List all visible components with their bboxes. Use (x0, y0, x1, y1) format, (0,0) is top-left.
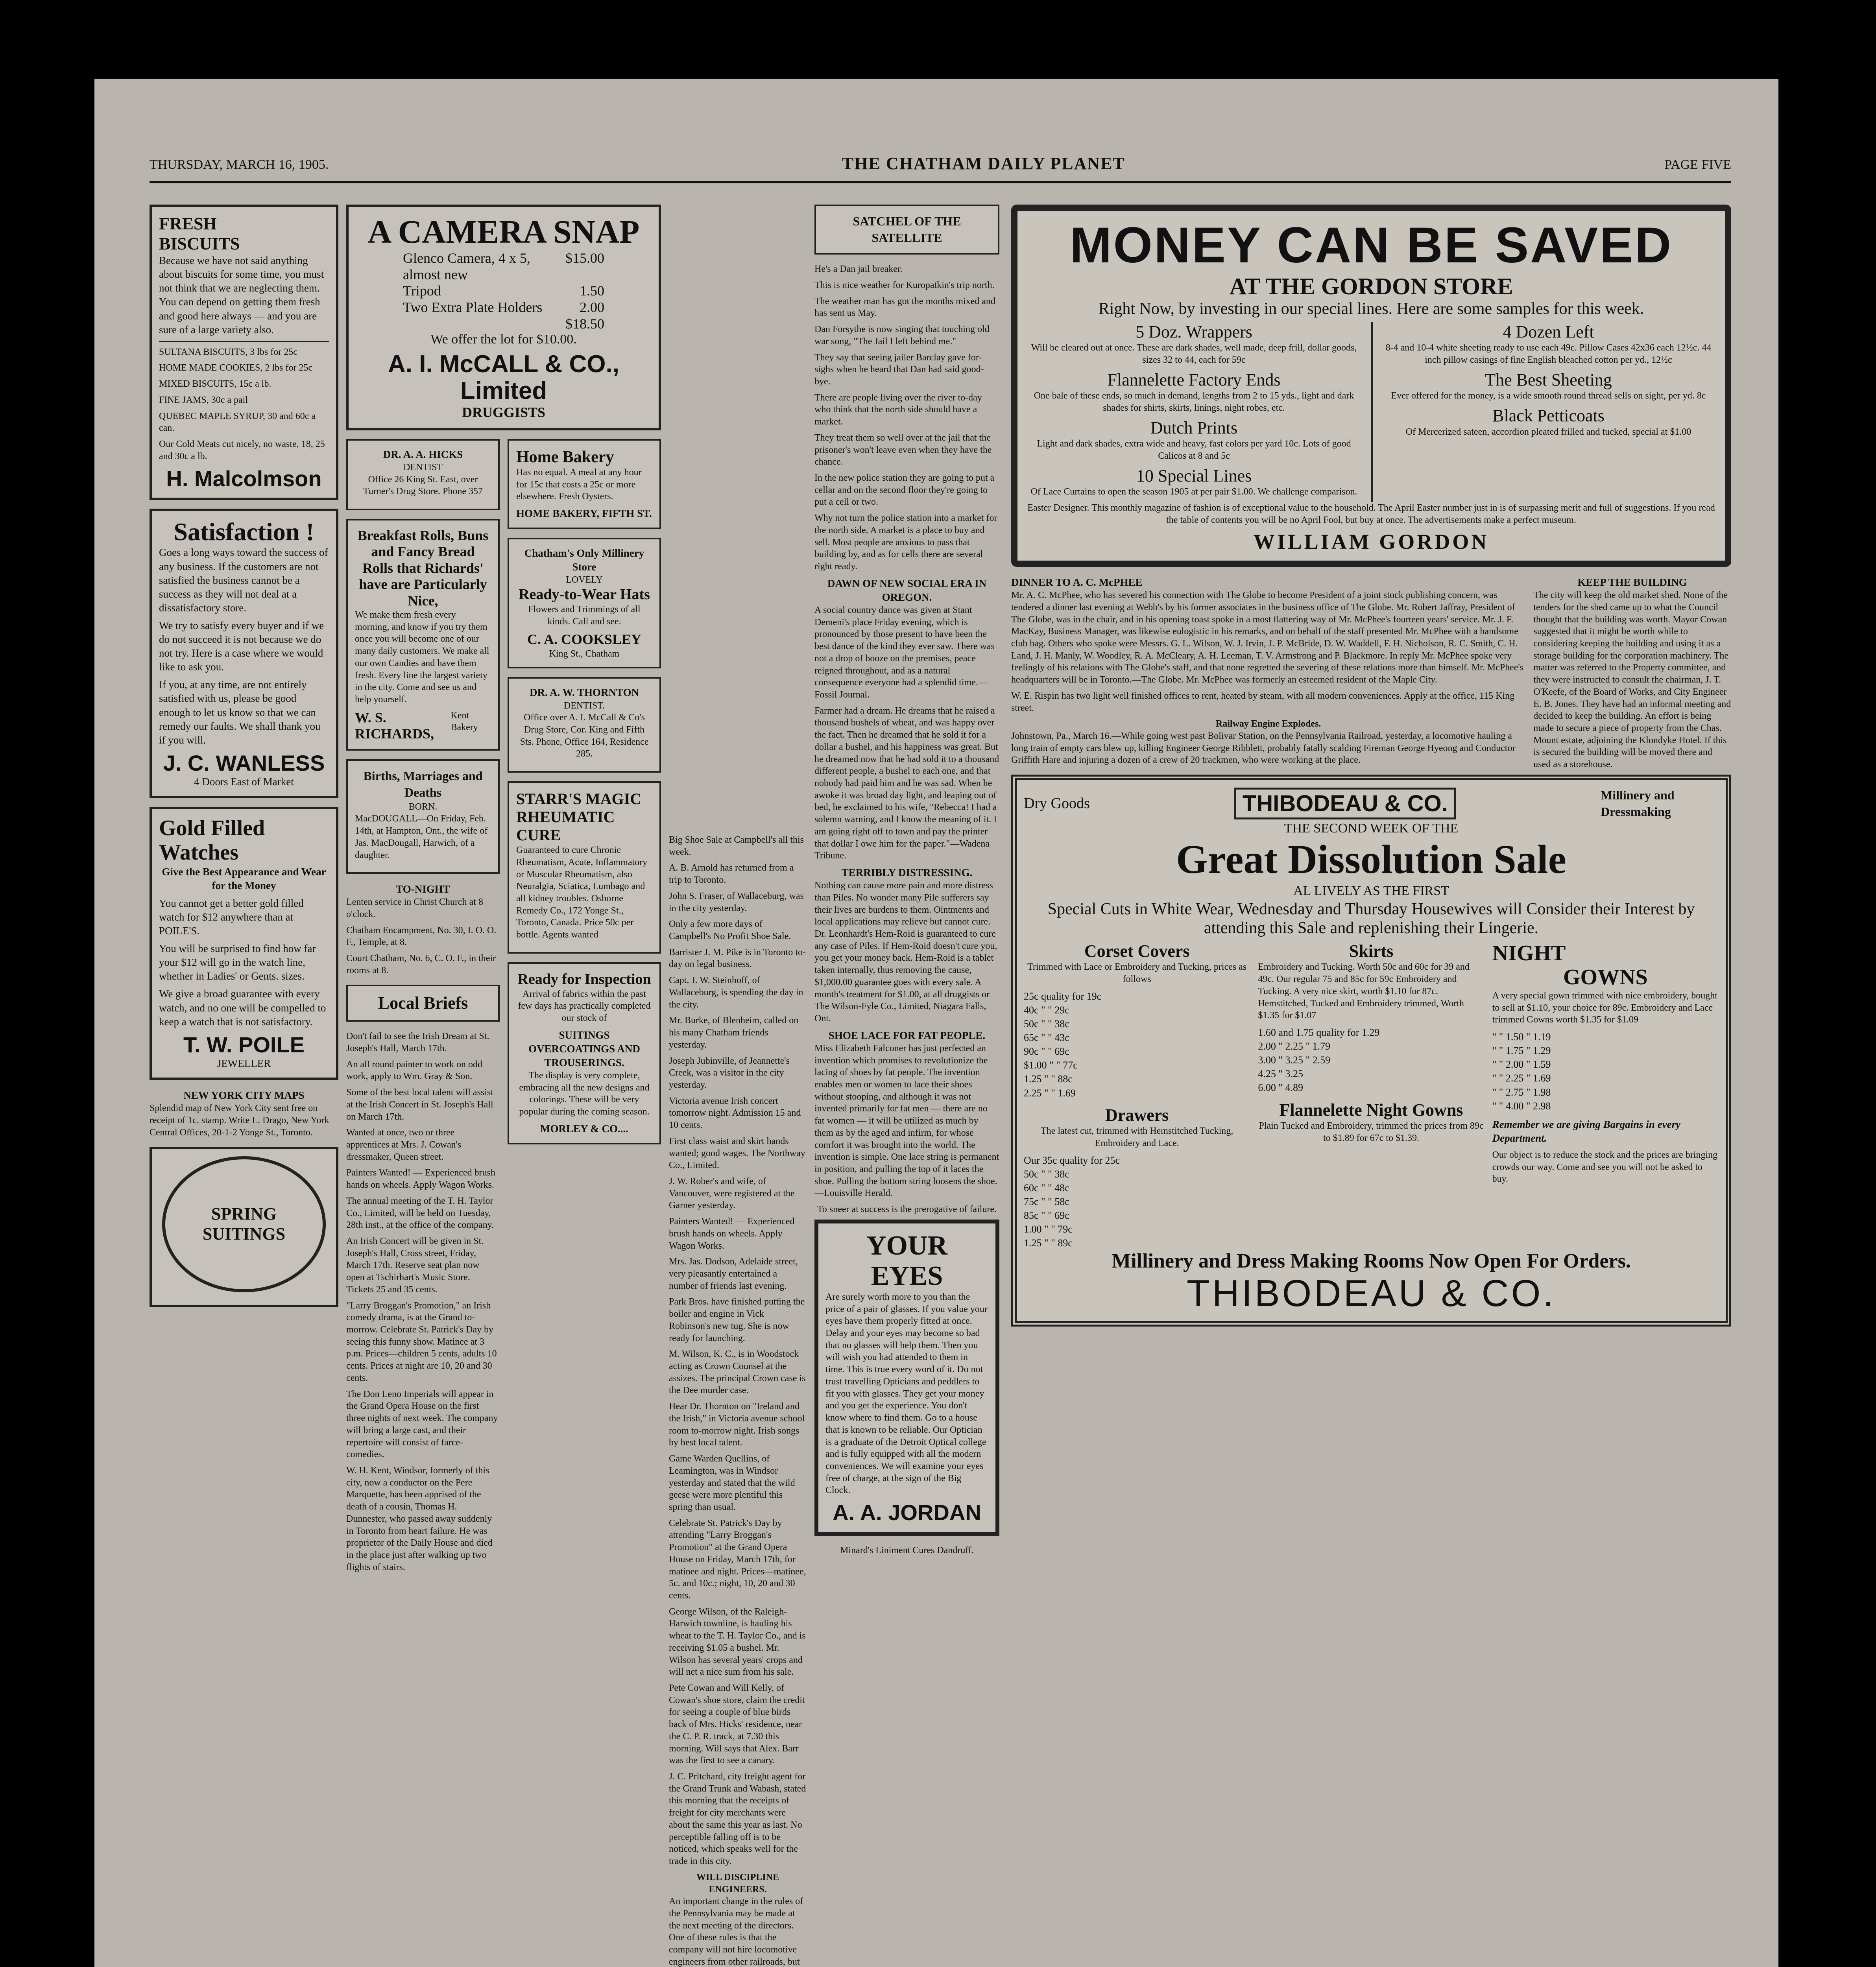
nightgowns-title-2: GOWNS (1563, 965, 1648, 990)
thibodeau-cuts: Special Cuts in White Wear, Wednesday and Thursday Housewives will Consider their Interest by attending this Sale and replenishing their Lingerie. (1047, 900, 1695, 937)
camera-item (403, 283, 604, 299)
news-row (1011, 576, 1731, 775)
satchel-item: The weather man has got the months mixed and has sent us May. (814, 296, 995, 319)
column-2 (346, 205, 661, 1967)
general-brief-item: Mr. Burke, of Blenheim, called on his many Chatham friends yesterday. (669, 1015, 799, 1050)
gordon-intro: Right Now, by investing in our special lines. Here are some samples for this week. (1098, 299, 1644, 318)
bakery-ad (508, 439, 661, 530)
dawn-body: A social country dance was given at Stant Demeni's place Friday evening, which is pronounced by those present to have been the best dance of the kind they ever saw. There was not a drop of booze on the premises, peace reigned throughout, and as a natural consequence everyone had a splendid time.—Fossil Journal. (814, 605, 995, 700)
thibodeau-dry: Dry Goods (1024, 795, 1090, 812)
camera-ad (346, 205, 661, 430)
corset-price: 40c " " 29c (1024, 1004, 1069, 1016)
corset-price: 25c quality for 19c (1024, 990, 1102, 1002)
millinery-head: Ready-to-Wear Hats (519, 586, 650, 603)
gordon-left (1025, 322, 1363, 502)
births-body: MacDOUGALL—On Friday, Feb. 14th, at Hampton, Ont., the wife of Jas. MacDougall, Harwich, of a daughter. (355, 814, 488, 860)
corset-section (1024, 941, 1250, 1250)
satisfaction-body: We try to satisfy every buyer and if we do not succeed it is not because we do not try. Here is a case where we would like to ask you. (159, 619, 324, 673)
brief-item: The Don Leno Imperials will appear in the Grand Opera House on the first three nights of next week. The company will bring a large cast, and their repertoire will consist of farce-comedies. (346, 1389, 498, 1460)
satisfaction-merchant: J. C. WANLESS (163, 750, 325, 775)
satchel-title: SATCHEL OF THE SATELLITE (853, 214, 961, 245)
thibodeau-foot: THIBODEAU & CO. (1186, 1272, 1556, 1314)
discipline-body: An important change in the rules of the Pennsylvania may be made at the next meeting of the directors. One of these rules is that the company will not hire locomotive engineers from other railroads, but (669, 1896, 803, 1967)
nightgowns-body: A very special gown trimmed with nice embroidery, bought to sell at $1.10, your choice for 89c. Embroidery and Lace trimmed Gowns worth $1.35 for $1.09 (1492, 991, 1717, 1025)
thibodeau-firm: THIBODEAU & CO. (1234, 788, 1456, 820)
general-brief-item: Game Warden Quellins, of Leamington, was in Windsor yesterday and stated that the wild geese were more plentiful this spring than usual. (669, 1454, 795, 1512)
spring-suitings-ad (150, 1147, 338, 1307)
column-4 (814, 205, 999, 1967)
satchel-item: They treat them so well over at the jail that the prisoner's won't leave even when they have the chance. (814, 432, 992, 467)
drawers-price: Our 35c quality for 25c (1024, 1154, 1120, 1166)
gordon-line-body: One bale of these ends, so much in demand, lengths from 2 to 15 yds., light and dark shades for shirts, skirts, linings, night robes, etc. (1034, 391, 1354, 413)
corset-body: Trimmed with Lace or Embroidery and Tucking, prices as follows (1027, 962, 1247, 985)
general-brief-item: Joseph Jubinville, of Jeannette's Creek, was a visitor in the city yesterday. (669, 1055, 790, 1090)
corset-price: 50c " " 38c (1024, 1018, 1069, 1030)
gordon-designer: Easter Designer. This monthly magazine of fashion is of exceptional value to the household. The April Easter number just in is of surpassing merit and full of suggestions. If you read the table of contents you will be no April Fool, but buy at once. The advertisements make a perfect museum. (1027, 503, 1715, 525)
biscuits-body: Because we have not said anything about biscuits for some time, you must not think that we are neglecting them. You can depend on getting them fresh and good here always — and you are sure of a large variety also. (159, 255, 324, 336)
general-brief-item: A. B. Arnold has returned from a trip to Toronto. (669, 863, 794, 886)
satchel-item: They say that seeing jailer Barclay gave for-sighs when he heard that Dan had said good-bye. (814, 352, 984, 387)
discipline-title: WILL DISCIPLINE ENGINEERS. (696, 1872, 779, 1895)
distressing-body: Nothing can cause more pain and more distress than Piles. No wonder many Pile sufferers say their lives are burdens to them. Ointments and local applications may relieve but cannot cure. Dr. Leonhardt's Hem-Roid is guaranteed to cure any case of Piles. If Hem-Roid doesn't cure you, you get your money back. Hem-Roid is a tablet taken internally, thus removing the cause, $1,000.00 guarantee goes with every sale. A month's treatment for $1.00, at all druggists or The Wilson-Fyle Co., Limited, Niagara Falls, Ont. (814, 880, 997, 1024)
biscuits-merchant: H. Malcolmson (166, 466, 322, 491)
thornton-body: Office over A. I. McCall & Co's Drug Store, Cor. King and Fifth Sts. Phone, Office 164, Residence 285. (520, 712, 649, 759)
skirts-price: 1.60 and 1.75 quality for 1.29 (1258, 1027, 1380, 1039)
gordon-merchant: WILLIAM GORDON (1253, 530, 1489, 554)
thibodeau-millinery: Millinery and Dressmaking (1600, 788, 1675, 819)
hicks-body: Office 26 King St. East, over Turner's Drug Store. Phone 357 (363, 474, 483, 497)
general-brief-item: Pete Cowan and Will Kelly, of Cowan's shoe store, claim the credit for seeing a couple of blue birds back of Mrs. Hicks' residence, near the C. P. R. track, at 7.30 this morning. Will says that Alex. Barr was the first to see a canary. (669, 1683, 805, 1766)
biscuits-item: MIXED BISCUITS, 15c a lb. (159, 379, 271, 389)
column-5 (1011, 205, 1731, 1967)
inspection-head: SUITINGS OVERCOATINGS AND TROUSERINGS. (528, 1029, 640, 1068)
shoelace-title: SHOE LACE FOR FAT PEOPLE. (828, 1029, 986, 1041)
thibodeau-title: Great Dissolution Sale (1176, 837, 1566, 882)
gordon-line-body: Ever offered for the money, is a wide smooth round thread sells on sight, per yd. 8c (1391, 391, 1706, 401)
camera-total: $18.50 (565, 316, 604, 332)
brief-item: Wanted at once, two or three apprentices at Mrs. J. Cowan's dressmaker, Queen street. (346, 1127, 462, 1162)
hicks-sub: DENTIST (403, 462, 443, 472)
satchel-item: This is nice weather for Kuropatkin's trip north. (814, 280, 995, 290)
births-title: Births, Marriages and Deaths (363, 769, 483, 800)
brief-item: Painters Wanted! — Experienced brush hands on wheels. Apply Wagon Works. (346, 1168, 495, 1190)
thornton-sub: DENTIST. (563, 700, 605, 711)
biscuits-item: SULTANA BISCUITS, 3 lbs for 25c (159, 347, 297, 357)
skirts-title: Skirts (1349, 941, 1394, 961)
gordon-line-head: Black Petticoats (1492, 406, 1605, 426)
maps-title: NEW YORK CITY MAPS (183, 1089, 305, 1102)
drawers-price: 85c " " 69c (1024, 1210, 1069, 1222)
biscuits-item: FINE JAMS, 30c a pail (159, 395, 248, 405)
watches-merchant: T. W. POILE (183, 1032, 305, 1057)
brief-item: Some of the best local talent will assist at the Irish Concert in St. Joseph's Hall on March 17th. (346, 1087, 493, 1122)
camera-item (403, 299, 604, 316)
nightgowns-price: " " 2.75 " 1.98 (1492, 1086, 1551, 1098)
watches-merchant-sub: JEWELLER (217, 1057, 271, 1070)
thibodeau-remember: Remember we are giving Bargains in every Department. (1492, 1118, 1681, 1144)
mcphee-title: DINNER TO A. C. McPHEE (1011, 576, 1143, 589)
general-brief-item: Only a few more days of Campbell's No Profit Shoe Sale. (669, 919, 791, 942)
flannelette-title: Flannelette Night Gowns (1279, 1100, 1463, 1120)
newspaper-page (94, 79, 1778, 1967)
camera-item-price: $15.00 (565, 250, 604, 266)
tonight-title: TO-NIGHT (396, 883, 450, 895)
hicks-title: DR. A. A. HICKS (383, 448, 463, 460)
general-brief-item: George Wilson, of the Raleigh-Harwich townline, is hauling his wheat to the T. H. Taylor Co., and is receiving $1.05 a bushel. Mr. Wilson has several years' crops and will net a nice sum from his sale. (669, 1606, 806, 1677)
skirts-price: 6.00 " 4.89 (1258, 1082, 1303, 1094)
tonight-item: Court Chatham, No. 6, C. O. F., in their rooms at 8. (346, 953, 496, 976)
starr-body: Guaranteed to cure Chronic Rheumatism, Acute, Inflammatory or Muscular Rheumatism, also Neuralgia, Sciatica, Lumbago and all kidney troubles. Osborne Remedy Co., 172 Yonge St., Toronto, Canada. Price 50c per bottle. Agents wanted (516, 845, 648, 940)
watches-tagline: Give the Best Appearance and Wear for the Money (162, 865, 326, 891)
drawers-title: Drawers (1105, 1105, 1169, 1125)
nightgowns-price: " " 2.00 " 1.59 (1492, 1059, 1551, 1070)
distressing-title: TERRIBLY DISTRESSING. (841, 867, 973, 878)
drawers-price: 75c " " 58c (1024, 1196, 1069, 1207)
satchel-item: Dan Forsythe is now singing that touching old war song, "The Jail I left behind me." (814, 324, 990, 347)
nightgowns-price: " " 1.50 " 1.19 (1492, 1031, 1551, 1043)
spring-bottom: SUITINGS (202, 1224, 286, 1244)
general-brief-item: Victoria avenue Irish concert tomorrow night. Admission 15 and 10 cents. (669, 1096, 801, 1131)
inspection-body: The display is very complete, embracing all the new designs and colorings. These will be very popular during the coming season. (519, 1070, 650, 1117)
divider (159, 341, 329, 342)
gordon-line-head: Dutch Prints (1150, 418, 1238, 437)
inspection-body: Arrival of fabrics within the past few days has practically completed our stock of (518, 989, 651, 1023)
millinery-address: King St., Chatham (549, 648, 620, 659)
nightgowns-title-1: NIGHT (1492, 941, 1566, 965)
watches-title-1: Gold Filled (159, 816, 265, 841)
general-brief-item: Hear Dr. Thornton on "Ireland and the Irish," in Victoria avenue school room to-morrow night. Irish songs by best local talent. (669, 1401, 805, 1448)
nightgowns-section (1492, 941, 1719, 1250)
skirts-body: Embroidery and Tucking. Worth 50c and 60c for 39 and 49c. Our regular 75 and 85c for 59c Embroidery and Tucking. A very nice skirt, worth $1.10 for 87c. Hemstitched, Tucked and Embroidery trimmed, Worth $1.35 for $1.07 (1258, 962, 1470, 1021)
satchel-item: He's a Dan jail breaker. (814, 264, 903, 275)
watches-body: You cannot get a better gold filled watch for $12 anywhere than at POILE'S. (159, 897, 304, 937)
bakery-body: Has no equal. A meal at any hour for 15c that costs a 25c or more elsewhere. Fresh Oysters. (516, 467, 642, 502)
general-brief-item: Celebrate St. Patrick's Day by attending "Larry Broggan's Promotion" at the Grand Opera House on Friday, March 17th, for matinee and night. Prices—matinee, 5c. and 10c.; night, 10, 20 and 30 cents. (669, 1518, 806, 1601)
flannelette-body: Plain Tucked and Embroidery, trimmed the prices from 89c to $1.89 for 67c to $1.39. (1259, 1121, 1484, 1143)
births-notice (346, 759, 500, 874)
dawn-title: DAWN OF NEW SOCIAL ERA IN OREGON. (827, 577, 987, 603)
maps-body: Splendid map of New York City sent free on receipt of 1c. stamp. Write L. Drago, New York Central Offices, 20-1-2 Yonge St., Toronto. (150, 1103, 329, 1138)
drawers-price: 1.25 " " 89c (1024, 1237, 1073, 1249)
gordon-line-body: Light and dark shades, extra wide and heavy, fast colors per yard 10c. Lots of good Calicos at 8 and 5c (1037, 439, 1351, 461)
general-brief-item: First class waist and skirt hands wanted; good wages. The Northway Co., Limited. (669, 1136, 805, 1171)
keep-building-story (1533, 576, 1731, 775)
local-briefs-heading (346, 985, 500, 1022)
biscuits-title-1: FRESH (159, 214, 217, 233)
biscuits-title-2: BISCUITS (159, 234, 240, 253)
camera-item-price: 2.00 (580, 299, 604, 315)
gordon-right (1371, 322, 1718, 502)
keep-body: The city will keep the old market shed. None of the tenders for the shed came up to what the Council thought that the building was worth. Mayor Cowan suggested that it might be worth while to considering keeping the building and using it as a storage building for the corporation machinery. The matter was referred to the Property committee, and they were instructed to consult the chairman, J. T. O'Keefe, of the Board of Works, and City Engineer E. B. Jones. They have had an informal meeting and decided to keep the building. An effort is being made to secure a piece of property from the Chas. Mount estate, adjoining the Klondyke Hotel. If this is secured the building will be moved there and used as a storehouse. (1533, 590, 1731, 770)
camera-offer: We offer the lot for $10.00. (430, 332, 577, 347)
gordon-line-head: 4 Dozen Left (1503, 322, 1594, 341)
general-brief-item: Barrister J. M. Pike is in Toronto to-day on legal business. (669, 947, 806, 970)
column-1 (150, 205, 338, 1967)
inspection-name: MORLEY & CO.... (540, 1122, 628, 1135)
biscuits-item: Our Cold Meats cut nicely, no waste, 18, 25 and 30c a lb. (159, 439, 325, 461)
drawers-price: 1.00 " " 79c (1024, 1223, 1073, 1235)
richards-body: We make them fresh every morning, and know if you try them once you will become one of our many daily customers. We make all our own Candies and have them fresh. Every line the largest variety in the city. Come and see us and help yourself. (355, 609, 489, 705)
nightgowns-price: " " 2.25 " 1.69 (1492, 1072, 1551, 1084)
satisfaction-body: If you, at any time, are not entirely satisfied with us, please be good enough to let us know so that we can remedy our faults. We shall thank you if you will. (159, 679, 321, 746)
gordon-line-head: The Best Sheeting (1485, 370, 1612, 389)
gordon-line-head: 10 Special Lines (1136, 466, 1252, 485)
general-brief-item: Painters Wanted! — Experienced brush hands on wheels. Apply Wagon Works. (669, 1216, 795, 1251)
brief-item: An Irish Concert will be given in St. Joseph's Hall, Cross street, Friday, March 17th. Reserve seat plan now open at Tschirhart's Music Store. Tickets 25 and 35 cents. (346, 1236, 484, 1295)
drawers-price: 60c " " 48c (1024, 1182, 1069, 1194)
millinery-name: C. A. COOKSLEY (527, 631, 642, 648)
eyes-body: Are surely worth more to you than the price of a pair of glasses. If you value your eyes have them properly fitted at once. Delay and your eyes may become so bad that no glasses will help them. Then you will wish you had attended to them in time. This is true every word of it. Do not trust travelling Opticians and peddlers to fit you with glasses. They get your money and you get the experience. You don't know where to find them. Go to a house that is known to be reliable. Our Optician is a graduate of the Detroit Optical college and is fully equipped with all the modern conveniences. We will examine your eyes free of charge, at the sign of the Big Clock. (825, 1292, 988, 1496)
biscuits-ad (150, 205, 338, 500)
bakery-title: Home Bakery (516, 448, 614, 466)
mcphee-story (1011, 576, 1525, 775)
camera-item-price: 1.50 (580, 283, 604, 299)
gordon-lines (1025, 322, 1718, 502)
satchel-item: There are people living over the river to-day who think that the north side should have a market. (814, 392, 982, 427)
thornton-title: DR. A. W. THORNTON (529, 686, 639, 699)
camera-item-name: Tripod (403, 283, 441, 299)
page-header (150, 153, 1731, 183)
thibodeau-week: THE SECOND WEEK OF THE (1284, 821, 1459, 836)
richards-name: W. S. RICHARDS, (355, 709, 434, 742)
corset-price: 65c " " 43c (1024, 1032, 1069, 1044)
local-briefs-title: Local Briefs (378, 993, 468, 1013)
thibodeau-ad (1011, 775, 1731, 1327)
thibodeau-object: Our object is to reduce the stock and the prices are bringing crowds our way. Come and see you will not be asked to buy. (1492, 1150, 1718, 1185)
eyes-title-2: EYES (871, 1260, 943, 1291)
eyes-merchant: A. A. JORDAN (833, 1500, 981, 1525)
brief-item: The annual meeting of the T. H. Taylor Co., Limited, will be held on Tuesday, 28th inst., at the office of the company. (346, 1196, 494, 1231)
gordon-line-head: 5 Doz. Wrappers (1136, 322, 1252, 341)
corset-price: 90c " " 69c (1024, 1046, 1069, 1057)
camera-title: A CAMERA SNAP (367, 214, 640, 250)
satisfaction-body: Goes a long ways toward the success of any business. If the customers are not satisfied the business cannot be a success as they will not deal at a dissatisfactory store. (159, 546, 328, 614)
general-brief-item: Mrs. Jas. Dodson, Adelaide street, very pleasantly entertained a number of friends last evening. (669, 1257, 798, 1291)
gordon-title: MONEY CAN BE SAVED (1069, 217, 1673, 273)
inspection-ad (508, 962, 661, 1144)
general-brief-item: John S. Fraser, of Wallaceburg, was in the city yesterday. (669, 891, 804, 913)
watches-body: We give a broad guarantee with every watch, and no one will be compelled to keep a watch that is not satisfactory. (159, 988, 326, 1028)
satchel-item: In the new police station they are going to put a cellar and on the second floor they're going to put a cell or two. (814, 472, 995, 507)
mcphee-body: Mr. A. C. McPhee, who has severed his connection with The Globe to become President of a joint stock publishing concern, was tendered a dinner last evening at Webb's by his former associates in the business office of The Globe. Mr. Robert Jaffray, President of The Globe, was in the chair, and in his opening toast spoke in a most flattering way of Mr. McPhee's fourteen years' service. Mr. J. F. MacKay, Business Manager, was likewise eulogistic in his remarks, and on behalf of the staff presented Mr. McPhee with a handsome club bag. Others who spoke were Messrs. G. L. Wilson, W. J. Irvin, J. P. McBride, D. W. Waddell, F. H. Nicholson, R. C. Smith, C. H. Land, J. H. Manly, W. Woodley, R. A. McCleary, A. H. Leeman, T. V. Armstrong and P. Blackmore. In reply Mr. McPhee spoke very feelingly of his relations with The Globe's staff, and that none regretted the severing of these relations more than himself. Mr. McPhee's headquarters will be in Toronto.—The Globe. Mr. McPhee was formerly an esteemed resident of the Maple City. (1011, 590, 1524, 685)
eyes-title-1: YOUR (866, 1230, 948, 1261)
rail-body: Johnstown, Pa., March 16.—While going west past Bolivar Station, on the Pennsylvania Railroad, yesterday, a locomotive hauling a long train of empty cars blew up, killing Engineer George Ribblett, probably fatally scalding Fireman George Hyeong and Conductor Griffith Hare and injuring a dozen of a crew of 20 trackmen, who were working at the place. (1011, 731, 1516, 766)
gordon-line-body: Of Mercerized sateen, accordion pleated frilled and tucked, special at $1.00 (1405, 426, 1691, 437)
millinery-body: Flowers and Trimmings of all kinds. Call and see. (528, 604, 641, 627)
thibodeau-departments (1024, 941, 1719, 1250)
rispin-notice: W. E. Rispin has two light well finished offices to rent, heated by steam, with all modern conveniences. Apply at the office, 115 King street. (1011, 690, 1515, 713)
tonight-item: Lenten service in Christ Church at 8 o'clock. (346, 897, 483, 920)
nightgowns-price: " " 4.00 " 2.98 (1492, 1100, 1551, 1112)
births-born: BORN. (408, 801, 438, 812)
watches-body: You will be surprised to find how far your $12 will go in the watch line, whether in Ladies' or Gents. sizes. (159, 943, 316, 982)
rail-title: Railway Engine Explodes. (1215, 719, 1321, 729)
hicks-ad (346, 439, 500, 510)
spring-top: SPRING (211, 1204, 277, 1224)
general-brief-item: Park Bros. have finished putting the boiler and engine in Vick Robinson's new tug. She is now ready for launching. (669, 1297, 805, 1343)
gordon-line-body: 8-4 and 10-4 white sheeting ready to use each 49c. Pillow Cases 42x36 each 12½c. 44 inch pillow casings of fine English bleached cotton per yd., 12½c (1385, 343, 1712, 365)
gordon-line-body: Of Lace Curtains to open the season 1905 at per pair $1.00. We challenge comparison. (1030, 487, 1357, 497)
corset-price: 2.25 " " 1.69 (1024, 1087, 1076, 1099)
biscuits-item: HOME MADE COOKIES, 2 lbs for 25c (159, 363, 312, 373)
richards-ad (346, 519, 500, 751)
corset-title: Corset Covers (1084, 941, 1190, 961)
keep-title: KEEP THE BUILDING (1577, 576, 1687, 589)
thibodeau-sub: AL LIVELY AS THE FIRST (1293, 883, 1449, 898)
satisfaction-address: 4 Doors East of Market (194, 776, 294, 788)
drawers-body: The latest cut, trimmed with Hemstitched Tucking, Embroidery and Lace. (1041, 1126, 1233, 1148)
general-brief-item: J. C. Pritchard, city freight agent for the Grand Trunk and Wabash, stated this morning that the receipts of freight for city merchants were about the same this year as last. No perceptible falling off is to be noticed, which speaks well for the trade in this city. (669, 1771, 806, 1867)
shoelace-body: Miss Elizabeth Falconer has just perfected an invention which promises to revolutionize the lacing of shoes by fat people. The invention enables men or women to lace their shoes without stooping, and although it was not invented primarily for fat men — there are no fat women — it will be utilized as much by them as by the aged and infirm, for whose comfort it was brought into the world. The invention is simple. One lace string is permanent in position, and pulling the top of it laces the shoe. Pulling the bottom string loosens the shoe.—Louisville Herald. (814, 1043, 999, 1199)
thibodeau-rooms: Millinery and Dress Making Rooms Now Open For Orders. (1112, 1250, 1631, 1273)
page-number: PAGE FIVE (1664, 157, 1731, 172)
gordon-ad (1011, 205, 1731, 567)
dawn-body: Farmer had a dream. He dreams that he raised a thousand bushels of wheat, and was happy over the fact. Then he dreamed that he sold it for a dollar a bushel, and his happiness was great. But he dreamed now that he had sold it to a thousand different people, a bushel to each one, and that nobody had paid him and he was sad. When he awoke it was broad day light, and leaping out of bed, he exclaimed to his wife, "Rebecca! I had a solemn warning, and I know the meaning of it. I am going right off to town and pay the printer that dollar I owe him for the paper."—Wadena Tribune. (814, 705, 999, 861)
column-2-right (508, 439, 661, 1578)
corset-price: 1.25 " " 88c (1024, 1073, 1073, 1085)
spring-emblem (162, 1156, 326, 1292)
skirts-price: 3.00 " 3.25 " 2.59 (1258, 1054, 1331, 1066)
skirts-section (1258, 941, 1484, 1250)
satisfaction-ad (150, 509, 338, 798)
richards-sign (355, 710, 491, 742)
shoelace-foot: To sneer at success is the prerogative of failure. (817, 1204, 997, 1215)
column-2-lower (346, 439, 661, 1578)
drawers-price: 50c " " 38c (1024, 1168, 1069, 1180)
skirts-price: 2.00 " 2.25 " 1.79 (1258, 1041, 1331, 1052)
watches-title-2: Watches (159, 840, 239, 865)
issue-date: THURSDAY, MARCH 16, 1905. (150, 157, 329, 172)
satisfaction-title: Satisfaction ! (174, 518, 314, 546)
brief-item: Don't fail to see the Irish Dream at St. Joseph's Hall, March 17th. (346, 1031, 489, 1054)
millinery-title: Chatham's Only Millinery Store (524, 547, 644, 573)
starr-title: STARR'S MAGIC RHEUMATIC CURE (516, 790, 642, 844)
tonight-notice (346, 882, 500, 976)
gordon-line-head: Flannelette Factory Ends (1107, 370, 1281, 389)
millinery-sub: LOVELY (566, 575, 603, 585)
gordon-line-body: Will be cleared out at once. These are dark shades, well made, deep frill, dollar goods, sizes 32 to 44, each for 59c (1031, 343, 1357, 365)
general-brief-item: Capt. J. W. Steinhoff, of Wallaceburg, is spending the day in the city. (669, 975, 803, 1010)
camera-firm-sub: DRUGGISTS (462, 404, 546, 421)
maps-notice (150, 1089, 338, 1138)
local-briefs-body (346, 1030, 500, 1573)
satchel-heading (814, 205, 999, 255)
thornton-ad (508, 677, 661, 773)
richards-head: Breakfast Rolls, Buns and Fancy Bread Rolls that Richards' have are Particularly Nice, (357, 527, 489, 609)
satchel-item: Why not turn the police station into a market for the north side. A market is a place to buy and sell. Most people are anxious to pass that building by, and as for cells there are several right ready. (814, 513, 997, 572)
masthead: THE CHATHAM DAILY PLANET (842, 154, 1125, 173)
watches-ad (150, 807, 338, 1080)
corset-price: $1.00 " " 77c (1024, 1059, 1078, 1071)
thibodeau-header (1024, 787, 1719, 820)
skirts-price: 4.25 " 3.25 (1258, 1068, 1303, 1080)
biscuits-item: QUEBEC MAPLE SYRUP, 30 and 60c a can. (159, 411, 316, 434)
camera-item-name: Glenco Camera, 4 x 5, almost new (403, 250, 530, 282)
camera-firm: A. I. McCALL & CO., Limited (388, 350, 619, 405)
bakery-foot: HOME BAKERY, FIFTH ST. (516, 507, 652, 520)
eyes-foot: Minard's Liniment Cures Dandruff. (840, 1545, 974, 1556)
general-brief-item: M. Wilson, K. C., is in Woodstock acting as Crown Counsel at the assizes. The principal Crown case is the Dee murder case. (669, 1349, 806, 1396)
starr-ad (508, 781, 661, 954)
inspection-title: Ready for Inspection (517, 971, 651, 987)
brief-item: W. H. Kent, Windsor, formerly of this city, now a conductor on the Pere Marquette, has been apprised of the death of a cousin, Thomas H. Dunnester, who passed away suddenly in Toronto from heart failure. He was proprietor of the Daily House and died in the place just after walking up two flights of stairs. (346, 1465, 493, 1572)
nightgowns-price: " " 1.75 " 1.29 (1492, 1045, 1551, 1057)
tonight-item: Chatham Encampment, No. 30, I. O. O. F., Temple, at 8. (346, 925, 497, 948)
general-briefs-column (669, 834, 807, 1967)
richards-sub: Kent Bakery (451, 710, 478, 733)
camera-item (403, 250, 604, 283)
eyes-ad (814, 1220, 999, 1536)
brief-item: "Larry Broggan's Promotion," an Irish comedy drama, is at the Grand to-morrow. Celebrate St. Patrick's Day by seeing this funny show. Matinee at 3 p.m. Prices—children 5 cents, adults 10 cents. Prices at night are 10, 20 and 30 cents. (346, 1300, 497, 1383)
camera-item-name: Two Extra Plate Holders (403, 299, 543, 315)
millinery-ad (508, 538, 661, 668)
general-brief-item: J. W. Rober's and wife, of Vancouver, were registered at the Garner yesterday. (669, 1176, 795, 1211)
column-2-left (346, 439, 500, 1578)
brief-item: An all round painter to work on odd work, apply to Wm. Gray & Son. (346, 1059, 482, 1082)
general-brief-item: Big Shoe Sale at Campbell's all this week. (669, 835, 804, 857)
gordon-sub: AT THE GORDON STORE (1229, 273, 1513, 299)
